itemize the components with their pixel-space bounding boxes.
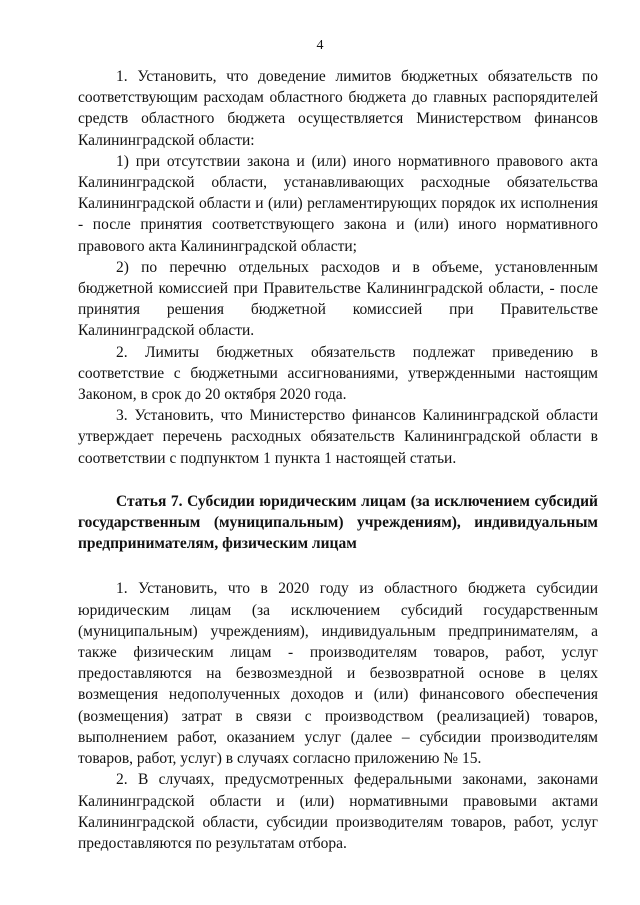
paragraph-1: 1. Установить, что доведение лимитов бюджетных обязательств по соответствующим расходам областного бюджета до главных распорядителей средств областного бюджета осуществляется Министерством финансов Калининградской области: [78,68,598,149]
document-body [78,66,598,854]
article-7-title: Статья 7. Субсидии юридическим лицам (за исключением субсидий государственным (муниципальным) учреждениям), индивидуальным предпринимателям, физическим лицам [78,492,598,553]
article-7-paragraph-1: 1. Установить, что в 2020 году из областного бюджета субсидии юридическим лицам (за исключением субсидий государственным (муниципальным) учреждениям), индивидуальным предпринимателям, а также физическим лицам - производителям товаров, работ, услуг предоставляются на безвозмездной и безвозвратной основе в целях возмещения недополученных доходов и (или) финансового обеспечения (возмещения) затрат в связи с производством (реализацией) товаров, выполнением работ, оказанием услуг (далее – субсидии производителям товаров, работ, услуг) в случаях согласно приложению № 15. [78,580,598,768]
page-number: 4 [316,38,324,53]
article-7-paragraph-2: 2. В случаях, предусмотренных федеральными законами, законами Калининградской области и (или) нормативными правовыми актами Калининградской области, субсидии производителям товаров, работ, услуг предоставляются по результатам отбора. [78,771,598,852]
paragraph-3: 3. Установить, что Министерство финансов Калининградской области утверждает перечень расходных обязательств Калининградской области в соответствии с подпунктом 1 пункта 1 настоящей статьи. [78,407,598,467]
paragraph-1-1: 1) при отсутствии закона и (или) иного нормативного правового акта Калининградской области, устанавливающих расходные обязательства Калининградской области и (или) регламентирующих порядок их исполнения - после принятия соответствующего закона и (или) иного нормативного правового акта Калининградской области; [78,152,598,255]
paragraph-1-2: 2) по перечню отдельных расходов и в объеме, установленным бюджетной комиссией при Правительстве Калининградской области, - после принятия решения бюджетной комиссией при Правительстве Калининградской области. [78,258,598,340]
paragraph-2: 2. Лимиты бюджетных обязательств подлежат приведению в соответствие с бюджетными ассигнованиями, утвержденными настоящим Законом, в срок до 20 октября 2020 года. [78,343,598,404]
